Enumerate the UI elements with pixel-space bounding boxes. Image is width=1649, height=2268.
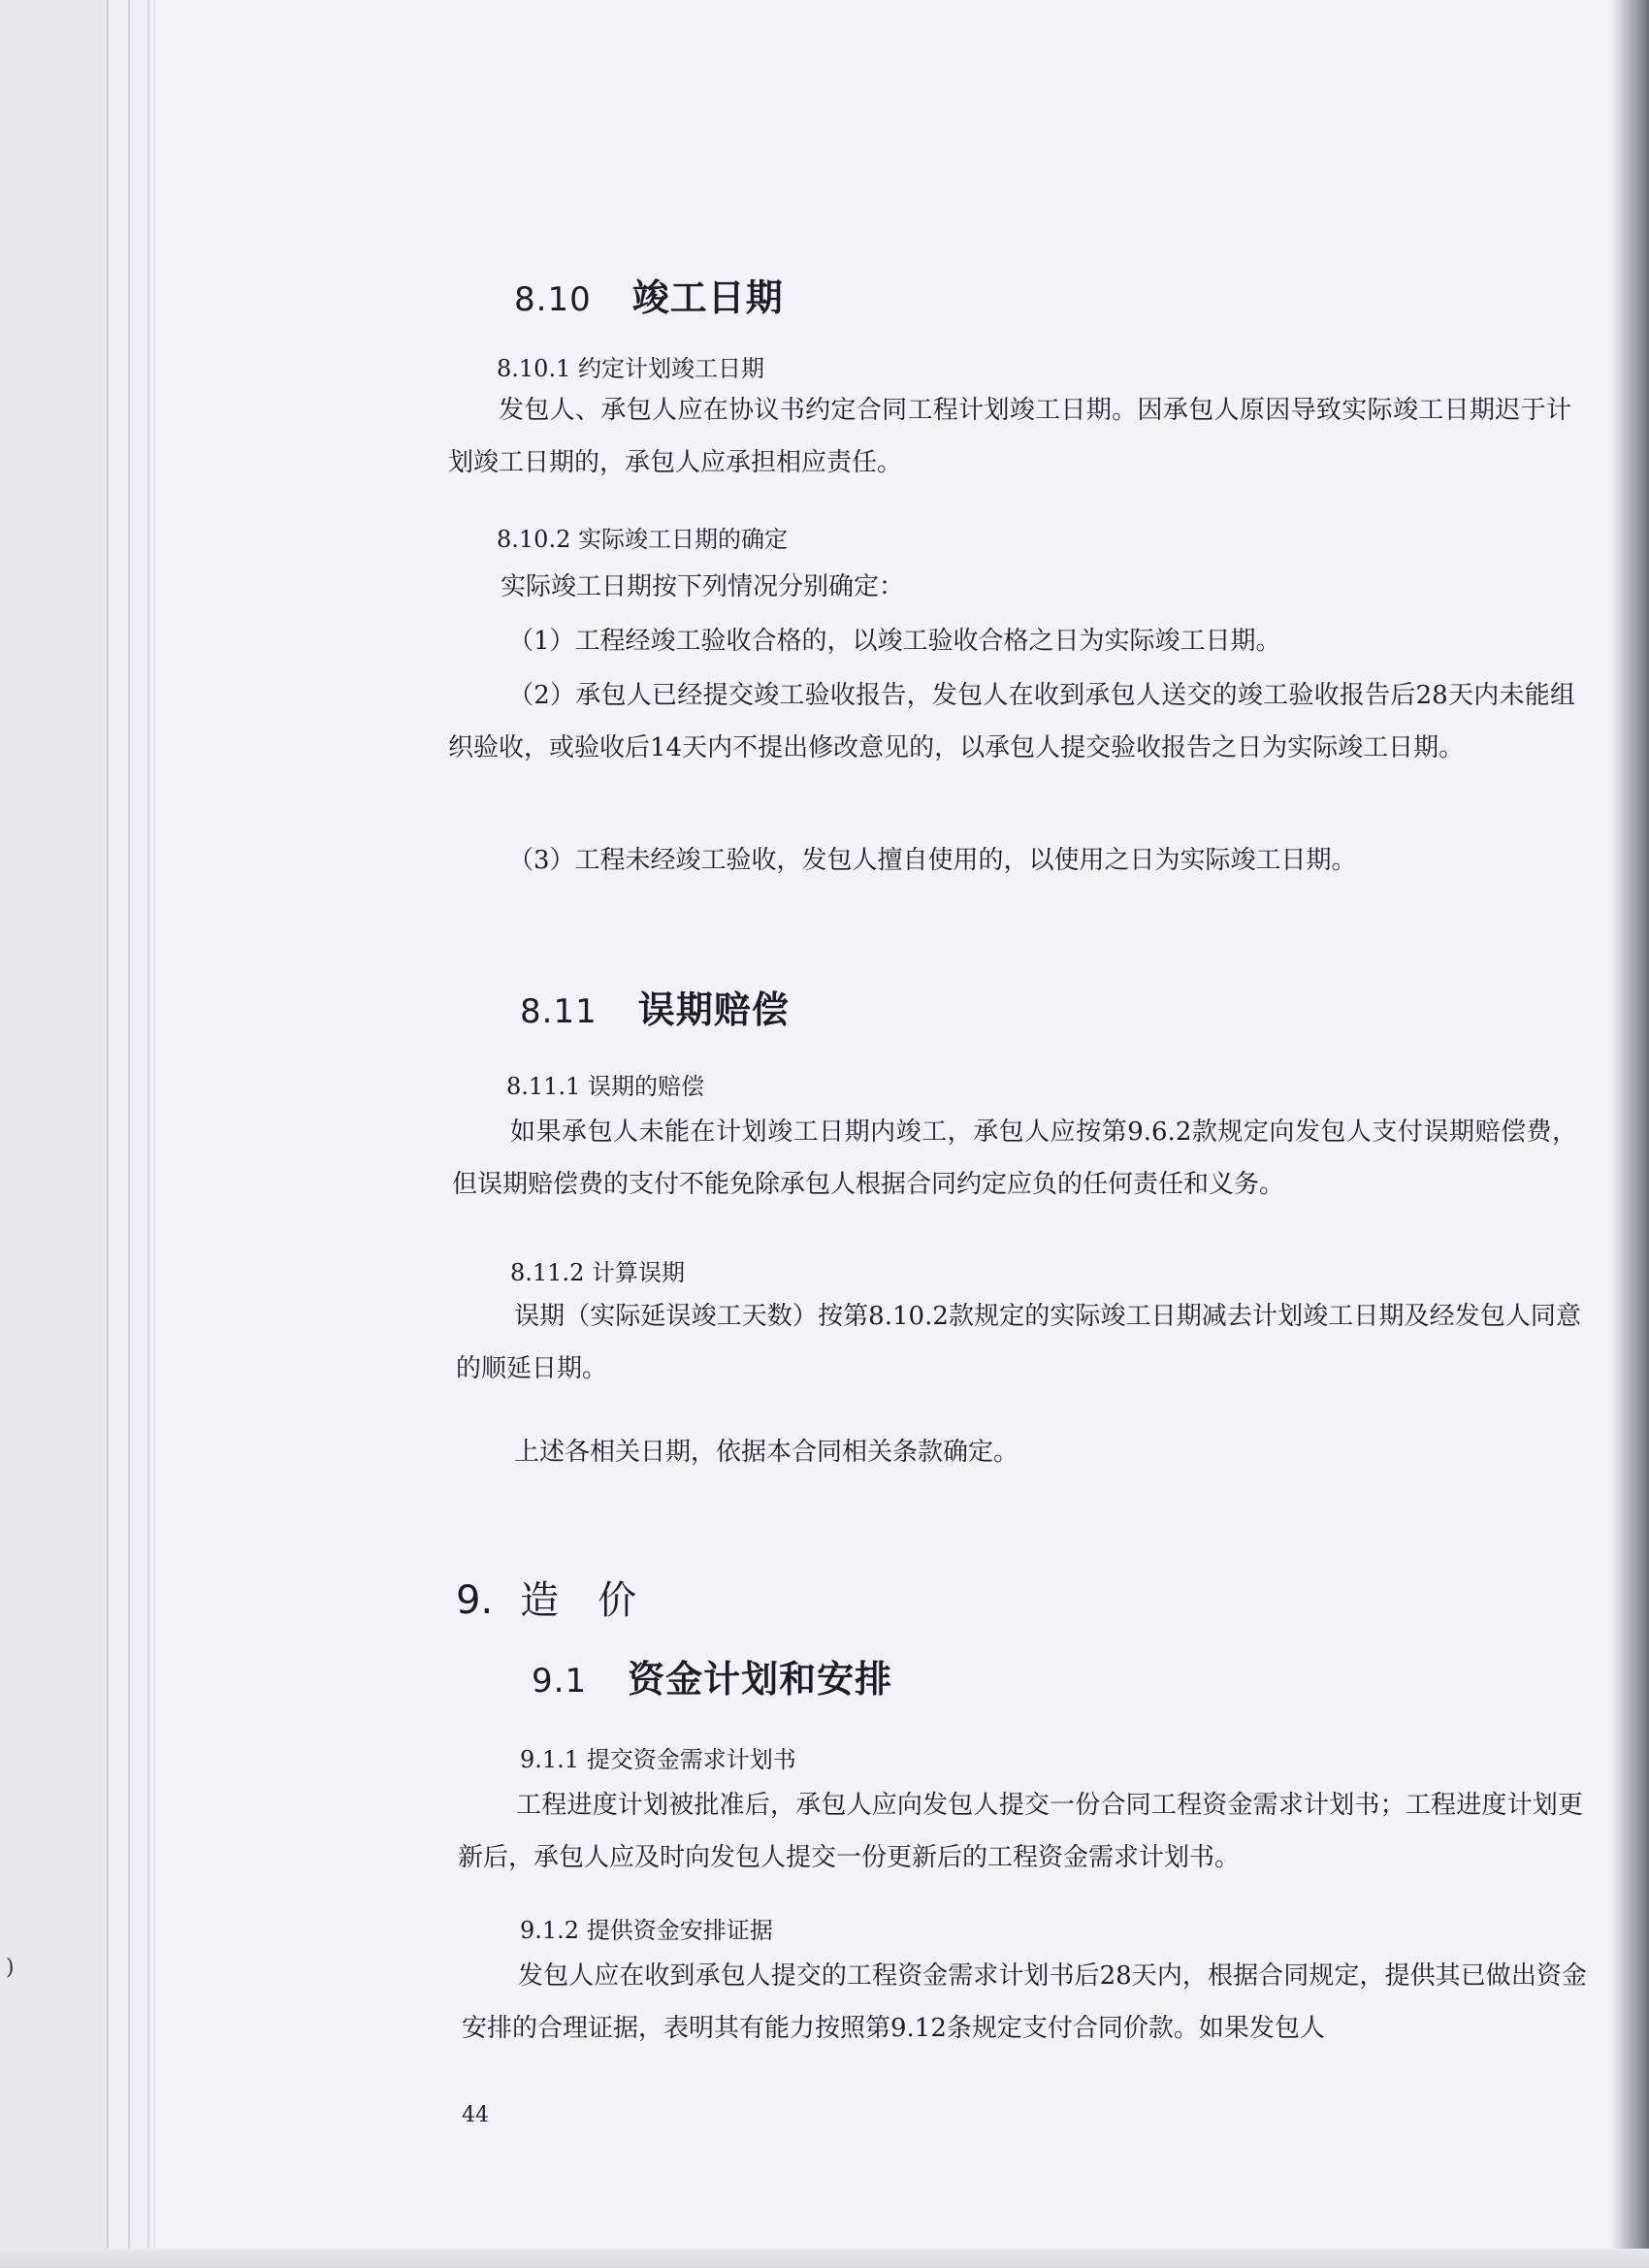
list-item: （1）工程经竣工验收合格的，以竣工验收合格之日为实际竣工日期。 [508, 627, 1281, 656]
section-number: 8.10 [514, 280, 592, 319]
paragraph: 发包人应在收到承包人提交的工程资金需求计划书后28天内，根据合同规定，提供其已做出资金安排的合理证据，表明其有能力按照第9.12条规定支付合同价款。如果发包人 [462, 1961, 1587, 2043]
section-title: 误期赔偿 [637, 988, 790, 1031]
chapter-heading-9 [456, 1570, 636, 1625]
section-title: 资金计划和安排 [628, 1658, 893, 1701]
section-heading-9-1 [532, 1649, 892, 1702]
subsection-9-1-1: 9.1.1 提交资金需求计划书 [520, 1746, 796, 1773]
subsection-9-1-2: 9.1.2 提供资金安排证据 [520, 1917, 773, 1944]
paragraph: 如果承包人未能在计划竣工日期内竣工，承包人应按第9.6.2款规定向发包人支付误期赔偿费，但误期赔偿费的支付不能免除承包人根据合同约定应负的任何责任和义务。 [452, 1118, 1577, 1199]
subsection-8-11-2: 8.11.2 计算误期 [510, 1259, 685, 1286]
section-heading-8-10 [514, 268, 784, 321]
paragraph: 误期（实际延误竣工天数）按第8.10.2款规定的实际竣工日期减去计划竣工日期及经发包人同意的顺延日期。 [456, 1302, 1581, 1383]
subsection-8-10-2: 8.10.2 实际竣工日期的确定 [497, 526, 788, 553]
list-item: （2）承包人已经提交竣工验收报告，发包人在收到承包人送交的竣工验收报告后28天内未能组织验收，或验收后14天内不提出修改意见的，以承包人提交验收报告之日为实际竣工日期。 [448, 681, 1575, 762]
page-number: 44 [462, 2103, 489, 2127]
subsection-8-11-1: 8.11.1 误期的赔偿 [506, 1073, 704, 1100]
section-heading-8-11 [520, 980, 790, 1033]
chapter-number: 9. [456, 1578, 494, 1623]
paragraph: 上述各相关日期，依据本合同相关条款确定。 [514, 1438, 1019, 1467]
section-number: 8.11 [520, 992, 598, 1031]
chapter-title: 造 价 [520, 1578, 637, 1623]
scan-mark: ) [6, 1956, 15, 1980]
paragraph: 发包人、承包人应在协议书约定合同工程计划竣工日期。因承包人原因导致实际竣工日期迟于计划竣工日期的，承包人应承担相应责任。 [448, 396, 1571, 477]
list-item: （3）工程未经竣工验收，发包人擅自使用的，以使用之日为实际竣工日期。 [508, 846, 1357, 875]
section-number: 9.1 [532, 1662, 588, 1701]
paragraph: 实际竣工日期按下列情况分别确定： [501, 572, 905, 601]
paragraph: 工程进度计划被批准后，承包人应向发包人提交一份合同工程资金需求计划书；工程进度计划更新后，承包人应及时向发包人提交一份更新后的工程资金需求计划书。 [458, 1791, 1583, 1872]
subsection-8-10-1: 8.10.1 约定计划竣工日期 [497, 355, 764, 382]
section-title: 竣工日期 [631, 276, 784, 319]
